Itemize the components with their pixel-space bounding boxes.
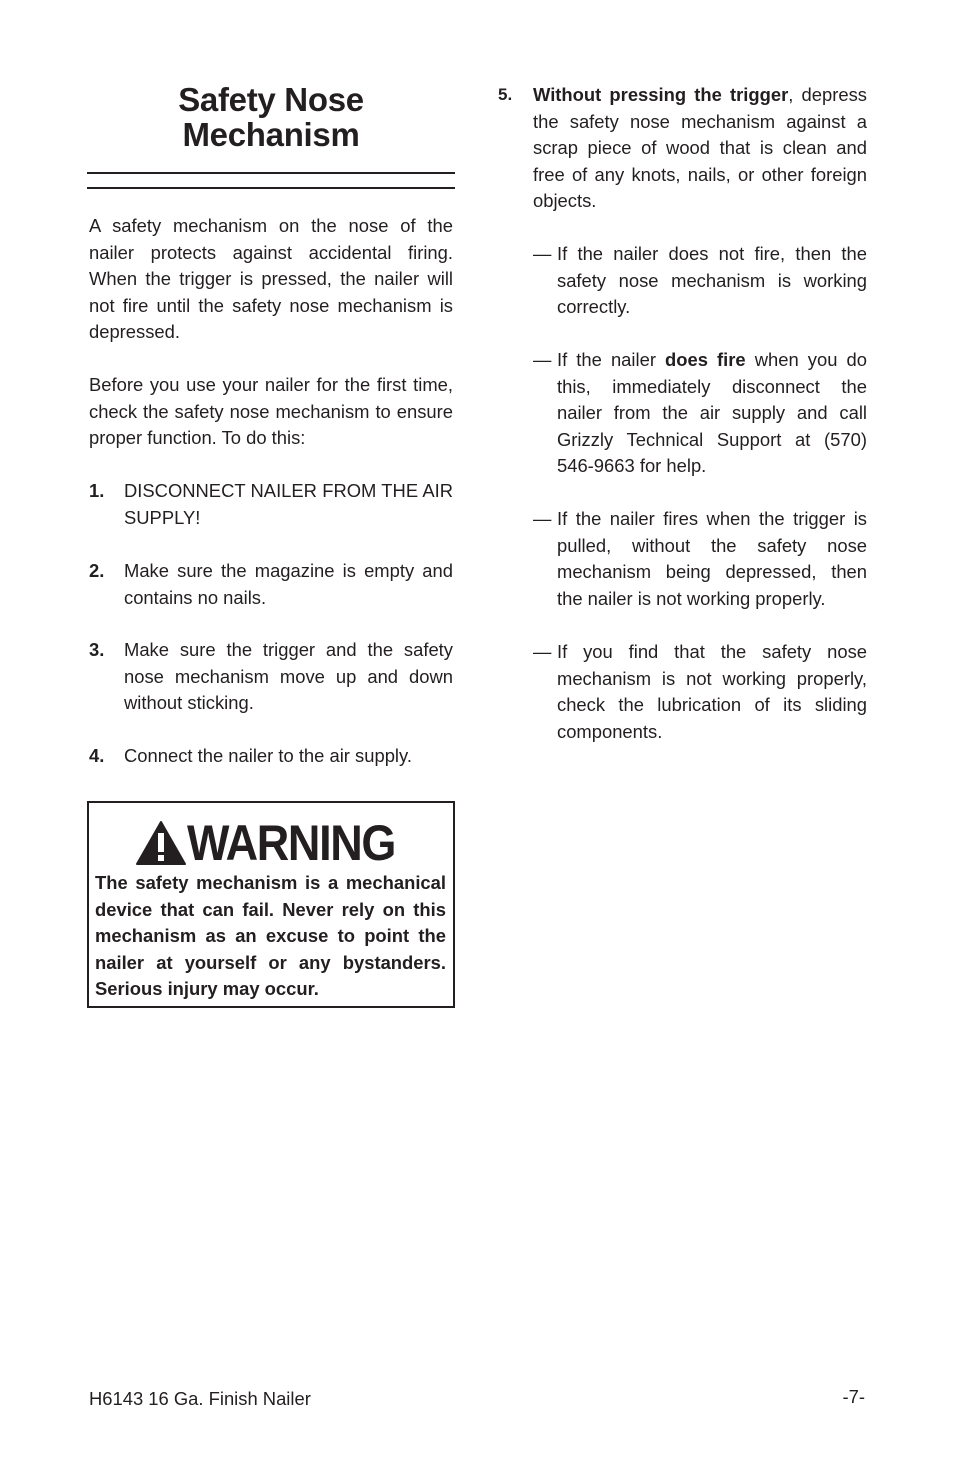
- title-rule-top: [87, 172, 455, 174]
- dash-text: If the nailer does not fire, then the safety nose mechanism is working correctly.: [557, 243, 867, 317]
- step-number: 3.: [89, 639, 105, 660]
- left-column: [89, 81, 453, 999]
- warning-heading-text: WARNING: [187, 815, 396, 871]
- footer-model: H6143 16 Ga. Finish Nailer: [89, 1388, 311, 1409]
- dash-text-post: when you do this, immediately disconnect the nailer from the air supply and call Grizzly Technical Support at (570) 546-9663 for help.: [557, 349, 868, 476]
- dash-item-4: [533, 639, 867, 745]
- step-4: [89, 743, 453, 770]
- step-5-emphasis: Without pressing the trigger: [533, 84, 789, 105]
- dash-item-2: [533, 347, 867, 480]
- step-3: [89, 637, 453, 717]
- page-number: -7-: [842, 1386, 865, 1407]
- warning-box: [87, 801, 455, 1008]
- step-text: Make sure the magazine is empty and contains no nails.: [124, 560, 453, 608]
- dash-text-emphasis: does fire: [665, 349, 746, 370]
- step-number: 4.: [89, 745, 105, 766]
- dash-text: If the nailer fires when the trigger is pulled, without the safety nose mechanism being depressed, then the nailer is not working properly.: [557, 508, 867, 609]
- warning-triangle-icon: [135, 820, 187, 866]
- dash-mark: —: [533, 349, 552, 370]
- warning-text: The safety mechanism is a mechanical device that can fail. Never rely on this mechanism as an excuse to point the nailer at yourself or any bystanders. Serious injury may occur.: [95, 872, 446, 999]
- step-2: [89, 558, 453, 611]
- warning-heading: [135, 817, 418, 869]
- title-line-2: Mechanism: [182, 116, 360, 153]
- intro-paragraph: A safety mechanism on the nose of the nailer protects against accidental firing. When the trigger is pressed, the nailer will not fire until the safety nose mechanism is depressed.: [89, 215, 453, 342]
- dash-mark: —: [533, 243, 552, 264]
- dash-item-1: [533, 241, 867, 321]
- title-rule-bottom: [87, 187, 455, 189]
- before-paragraph: Before you use your nailer for the first time, check the safety nose mechanism to ensure proper function. To do this:: [89, 374, 453, 448]
- step-1: [89, 478, 453, 531]
- dash-text: If you find that the safety nose mechanism is not working properly, check the lubrication of its sliding components.: [557, 641, 867, 742]
- dash-mark: —: [533, 508, 552, 529]
- step-5-text: , depress the safety nose mechanism against a scrap piece of wood that is clean and free of any knots, nails, or other foreign objects.: [533, 84, 867, 211]
- title-line-1: Safety Nose: [178, 81, 364, 118]
- dash-item-3: [533, 506, 867, 612]
- step-number: 5.: [498, 85, 513, 104]
- step-number: 1.: [89, 480, 105, 501]
- dash-mark: —: [533, 641, 552, 662]
- step-number: 2.: [89, 560, 105, 581]
- step-text: [533, 82, 867, 215]
- step-5: [498, 82, 867, 215]
- step-text: Make sure the trigger and the safety nose mechanism move up and down without sticking.: [124, 639, 453, 713]
- dash-text-pre: If the nailer: [557, 349, 666, 370]
- step-text: DISCONNECT NAILER FROM THE AIR SUPPLY!: [124, 480, 453, 528]
- page-title: [89, 82, 453, 152]
- step-text: Connect the nailer to the air supply.: [124, 745, 412, 766]
- dash-text: [557, 347, 867, 480]
